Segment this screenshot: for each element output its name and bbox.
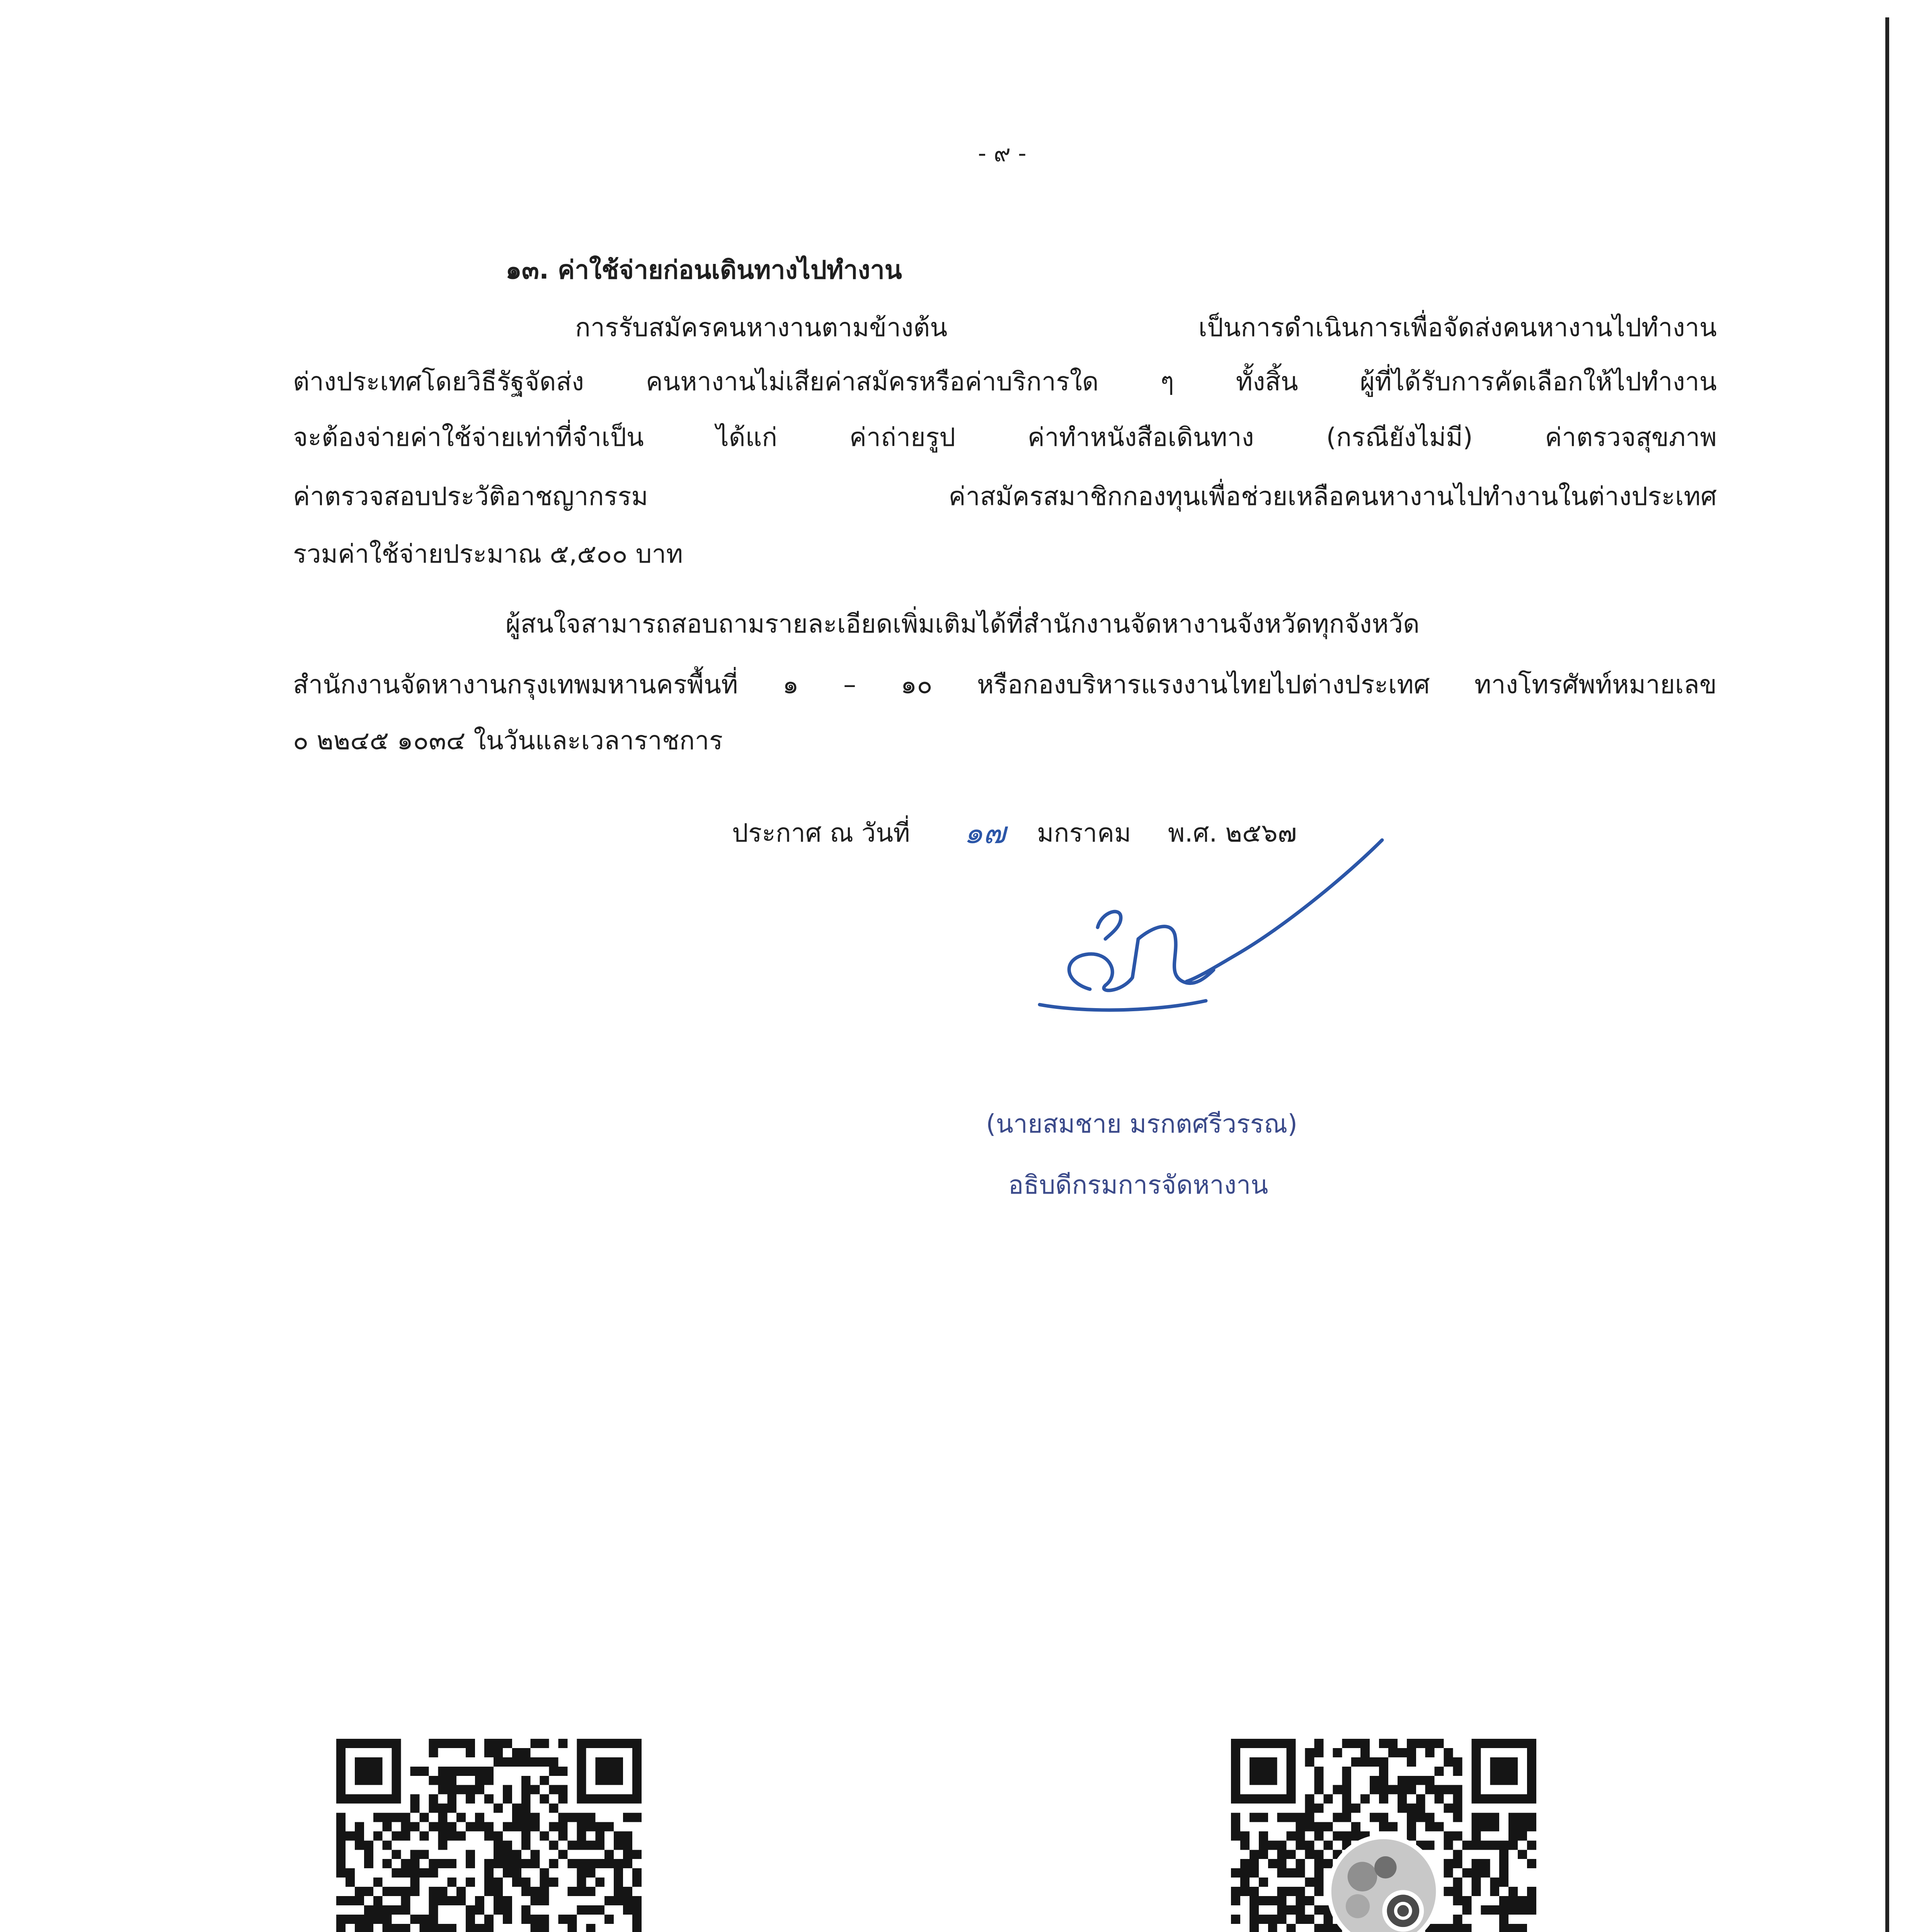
- page-number: - ๙ -: [978, 140, 1027, 167]
- openchat-logo: [1329, 1837, 1438, 1932]
- signature-stroke: [1187, 840, 1382, 981]
- announcement-month: มกราคม: [1037, 818, 1131, 848]
- qr-finder-pattern: [1471, 1739, 1536, 1804]
- paragraph-line: ค่าตรวจสอบประวัติอาชญากรรม ค่าสมัครสมาชิกกองทุนเพื่อช่วยเหลือคนหางานไปทำงานในต่างประเทศ: [293, 481, 1717, 511]
- logo-figure: [1346, 1894, 1370, 1918]
- qr-finder-pattern: [336, 1739, 401, 1804]
- paragraph-line: ผู้สนใจสามารถสอบถามรายละเอียดเพิ่มเติมได้ที่สำนักงานจัดหางานจังหวัดทุกจังหวัด: [506, 609, 1420, 639]
- signature-stroke: [1040, 1001, 1206, 1010]
- announcement-prefix: ประกาศ ณ วันที่: [732, 818, 910, 848]
- signatory-name: (นายสมชาย มรกตศรีวรรณ): [986, 1109, 1297, 1139]
- qr-code-google-forms: [336, 1739, 642, 1932]
- paragraph-line: ๐ ๒๒๔๕ ๑๐๓๔ ในวันและเวลาราชการ: [293, 726, 723, 755]
- qr-finder-center: [595, 1757, 623, 1785]
- qr-code-graphic: [1231, 1739, 1536, 1932]
- qr-finder-pattern: [1231, 1739, 1296, 1804]
- signature-stroke: [1069, 939, 1138, 990]
- signature: [1005, 811, 1411, 1028]
- signatory-position: อธิบดีกรมการจัดหางาน: [1008, 1170, 1268, 1200]
- scan-border-right: [1885, 17, 1889, 1932]
- paragraph-line: การรับสมัครคนหางานตามข้างต้น เป็นการดำเนินการเพื่อจัดส่งคนหางานไปทำงาน: [575, 313, 1717, 342]
- qr-finder-center: [1250, 1757, 1277, 1785]
- logo-badge: [1384, 1892, 1422, 1929]
- signature-stroke: [1098, 912, 1121, 939]
- paragraph-line: ต่างประเทศโดยวิธีรัฐจัดส่ง คนหางานไม่เสียค่าสมัครหรือค่าบริการใด ๆ ทั้งสิ้น ผู้ที่ได้รับการคัดเลือกให้ไปทำงาน: [293, 367, 1717, 396]
- announcement-year: พ.ศ. ๒๕๖๗: [1168, 818, 1297, 848]
- qr-finder-center: [355, 1757, 383, 1785]
- paragraph-line: จะต้องจ่ายค่าใช้จ่ายเท่าที่จำเป็น ได้แก่ ค่าถ่ายรูป ค่าทำหนังสือเดินทาง (กรณียังไม่มี) ค่าตรวจสุขภาพ: [293, 422, 1717, 452]
- paragraph-line: รวมค่าใช้จ่ายประมาณ ๕,๕๐๐ บาท: [293, 539, 683, 569]
- qr-code-graphic: [336, 1739, 642, 1932]
- announcement-day-handwritten: ๑๗: [964, 816, 1006, 850]
- qr-code-openchat: [1231, 1739, 1536, 1932]
- qr-finder-center: [1490, 1757, 1518, 1785]
- logo-figure: [1374, 1856, 1396, 1878]
- qr-finder-pattern: [577, 1739, 642, 1804]
- paragraph-line: สำนักงานจัดหางานกรุงเทพมหานครพื้นที่ ๑ – ๑๐ หรือกองบริหารแรงงานไทยไปต่างประเทศ ทางโทรศัพท์หมายเลข: [293, 670, 1717, 699]
- section-heading: ๑๓. ค่าใช้จ่ายก่อนเดินทางไปทำงาน: [506, 255, 902, 285]
- logo-figure: [1348, 1862, 1377, 1891]
